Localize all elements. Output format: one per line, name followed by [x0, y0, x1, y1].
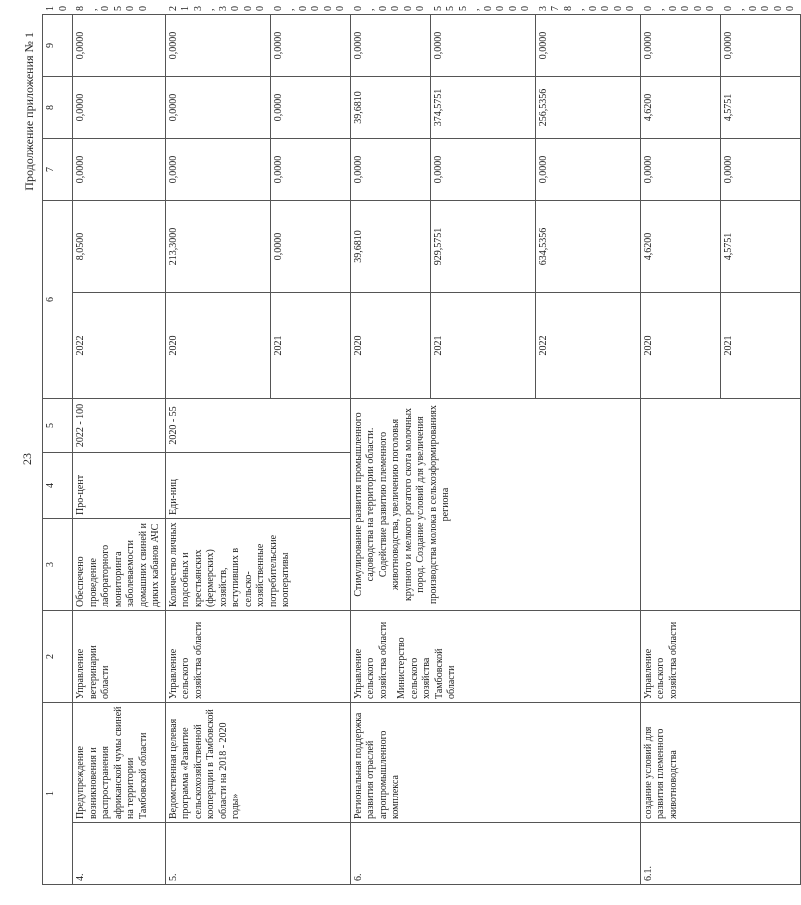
value-cell: 0,0000	[535, 139, 640, 201]
row-organization: Управление ветеринарии области	[73, 611, 166, 703]
value-cell: 0,0000	[640, 139, 720, 201]
value-cell: 374,5751	[430, 77, 535, 139]
row-name: Ведомственная целевая программа «Развитие сельскохозяйственной кооперации в Тамбовской области на 2018 - 2020 годы»	[165, 703, 350, 823]
value-cell: 0,0000	[430, 15, 535, 77]
header-row: 1 2 3 4 5 6 7 8 9 10	[43, 15, 73, 885]
table-row: 4. Предупреждение возникновения и распространения африканской чумы свиней на территории Тамбовской области Управление ветеринарии области Обеспечено проведение лабораторного мониторинга заболеваемости домашних свиней и диких кабанов АЧС Про-цент 2022 - 100 2022 8,0500 0,0000 0,0000 0,0000 8,0500	[73, 15, 166, 885]
value-cell: 0,0000	[270, 139, 350, 201]
row-indicator: Обеспечено проведение лабораторного мониторинга заболеваемости домашних свиней и диких кабанов АЧС	[73, 519, 166, 611]
row-unit: Еди-ниц	[165, 453, 350, 519]
table-row: 6.1. создание условий для развития племенного животноводства Управление сельского хозяйства области 2020 4,6200 0,0000 4,6200 0,0000 0,0000	[640, 15, 720, 885]
value-cell: 4,6200	[640, 77, 720, 139]
value-cell: 0,0000	[73, 77, 166, 139]
row-organization	[350, 611, 640, 703]
value-cell: 0,0000	[350, 139, 430, 201]
row-number: 4.	[73, 823, 166, 885]
table-row: 2021 0,0000 0,0000 0,0000 0,0000 0,0000	[270, 15, 350, 885]
row-number: 6.1.	[640, 823, 800, 885]
value-cell: 0,0000	[270, 77, 350, 139]
value-cell: 39,6810	[350, 77, 430, 139]
row-target: 2022 - 100	[73, 399, 166, 453]
row-target: 2020 - 55	[165, 399, 350, 453]
header-cell: 9	[43, 15, 73, 77]
organization-primary: Управление сельского хозяйства области	[352, 621, 389, 699]
header-cell: 7	[43, 139, 73, 201]
continuation-label: Продолжение приложения № 1	[22, 32, 36, 191]
row-description: Стимулирование развития промышленного садоводства на территории области. Содействие развитию племенного животноводства, увеличению поголовья крупного и мелкого рогатого скота молочных пород. Создание условий для увеличения производства молока в сельхозформированиях региона	[350, 399, 640, 611]
row-number: 6.	[350, 823, 640, 885]
row-year: 2020	[640, 293, 720, 399]
row-year: 2021	[430, 293, 535, 399]
value-cell: 0,0000	[165, 77, 270, 139]
row-organization: Управление сельского хозяйства области	[165, 611, 350, 703]
table-row: 5. Ведомственная целевая программа «Развитие сельскохозяйственной кооперации в Тамбовской области на 2018 - 2020 годы» Управление сельского хозяйства области Количество личных подсобных и крестьянских (фермерских) хозяйств, вступивших в сельско-хозяйственные потребительские кооперативы Еди-ниц 2020 - 55 2020 213,3000 0,0000 0,0000 0,0000 213,3000	[165, 15, 270, 885]
header-cell: 6	[43, 201, 73, 399]
value-cell: 0,0000	[430, 139, 535, 201]
row-year: 2021	[270, 293, 350, 399]
row-year: 2022	[73, 293, 166, 399]
value-cell: 0,0000	[270, 201, 350, 293]
row-year: 2020	[350, 293, 430, 399]
row-name: создание условий для развития племенного животноводства	[640, 703, 800, 823]
program-table	[42, 6, 801, 885]
value-cell: 213,3000	[165, 201, 270, 293]
value-cell: 0,0000	[270, 15, 350, 77]
page-number: 23	[20, 453, 34, 465]
value-cell: 0,0000	[73, 139, 166, 201]
table-row: 2022 634,5356 0,0000 256,5356 0,0000 378,0000	[535, 15, 640, 885]
table-row: 2021 4,5751 0,0000 4,5751 0,0000 0,0000	[720, 15, 800, 885]
value-cell: 0,0000	[165, 139, 270, 201]
value-cell: 256,5356	[535, 77, 640, 139]
row-number: 5.	[165, 823, 350, 885]
header-cell: 8	[43, 77, 73, 139]
header-cell: 2	[43, 611, 73, 703]
row-name: Предупреждение возникновения и распространения африканской чумы свиней на территории Тамбовской области	[73, 703, 166, 823]
row-year: 2020	[165, 293, 270, 399]
row-name: Региональная поддержка развития отраслей агропромышленного комплекса	[350, 703, 640, 823]
value-cell: 39,6810	[350, 201, 430, 293]
header-cell: 3	[43, 519, 73, 611]
value-cell: 0,0000	[165, 15, 270, 77]
value-cell: 0,0000	[535, 15, 640, 77]
value-cell: 4,5751	[720, 201, 800, 293]
header-cell: 4	[43, 453, 73, 519]
value-cell: 4,6200	[640, 201, 720, 293]
value-cell: 0,0000	[350, 15, 430, 77]
row-unit: Про-цент	[73, 453, 166, 519]
organization-secondary: Министерство сельского хозяйства Тамбовской области	[396, 637, 457, 699]
value-cell: 0,0000	[720, 139, 800, 201]
row-organization: Управление сельского хозяйства области	[640, 611, 800, 703]
value-cell: 0,0000	[640, 15, 720, 77]
row-indicator: Количество личных подсобных и крестьянских (фермерских) хозяйств, вступивших в сельско-хозяйственные потребительские кооперативы	[165, 519, 350, 611]
value-cell: 634,5356	[535, 201, 640, 293]
row-year: 2022	[535, 293, 640, 399]
value-cell: 4,5751	[720, 77, 800, 139]
empty-cell	[640, 399, 800, 611]
value-cell: 0,0000	[73, 15, 166, 77]
header-cell: 1	[43, 703, 73, 885]
value-cell: 929,5751	[430, 201, 535, 293]
value-cell: 8,0500	[73, 201, 166, 293]
table-row: 6. Региональная поддержка развития отраслей агропромышленного комплекса Управление сельского хозяйства области Министерство сельского хозяйства Тамбовской области Стимулирование развития промышленного садоводства на территории области. Содействие развитию племенного животноводства, увеличению поголовья крупного и мелкого рогатого скота молочных пород. Создание условий для увеличения производства молока в сельхозформированиях региона 2020 39,6810 0,0000 39,6810 0,0000 0,0000	[350, 15, 430, 885]
header-cell: 5	[43, 399, 73, 453]
table-row: 2021 929,5751 0,0000 374,5751 0,0000 555,0000	[430, 15, 535, 885]
row-year: 2021	[720, 293, 800, 399]
value-cell: 0,0000	[720, 15, 800, 77]
